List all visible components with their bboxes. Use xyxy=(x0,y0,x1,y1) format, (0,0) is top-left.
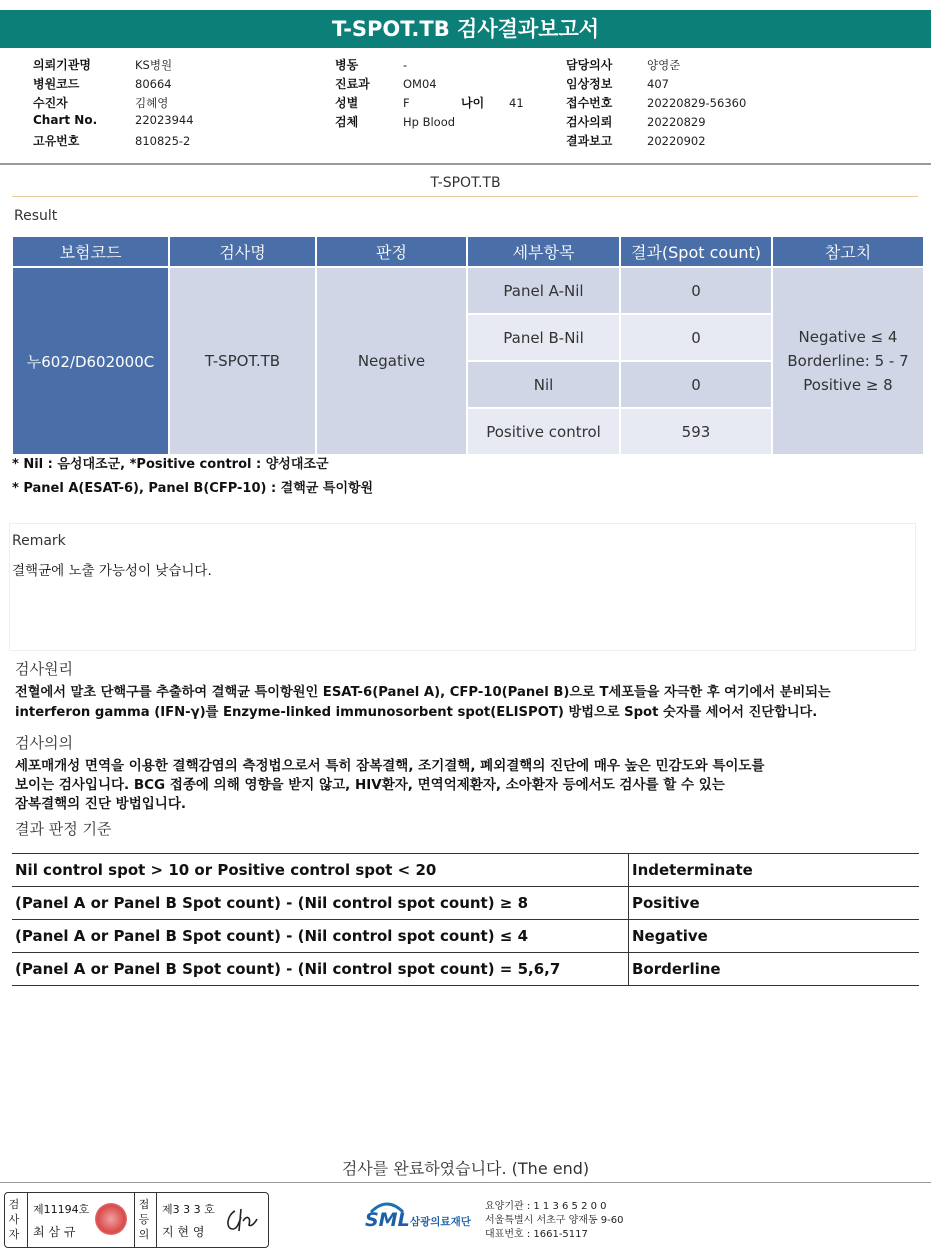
value-clinical-info: 407 xyxy=(647,77,669,91)
cell-item: Positive control xyxy=(468,409,619,454)
value-report-date: 20220902 xyxy=(647,134,706,148)
value-hospital-code: 80664 xyxy=(135,77,172,91)
address-line: 서울특별시 서초구 양재동 9-60 xyxy=(485,1215,624,1226)
reference-borderline: Borderline: 5 - 7 xyxy=(787,352,909,370)
divider xyxy=(27,1193,28,1247)
foundation-name: 삼광의료재단 xyxy=(410,1216,471,1228)
header-judgement: 판정 xyxy=(317,237,466,266)
value-specimen: Hp Blood xyxy=(403,115,456,129)
sml-wordmark: SML xyxy=(365,1209,410,1231)
result-label: Result xyxy=(14,208,58,224)
criteria-condition: (Panel A or Panel B Spot count) - (Nil control spot count) ≤ 4 xyxy=(12,920,629,953)
principle-text xyxy=(15,683,927,723)
label-request-date: 검사의뢰 xyxy=(566,115,613,129)
header-divider xyxy=(0,163,931,165)
seal-icon xyxy=(95,1203,127,1235)
criteria-label: 결과 판정 기준 xyxy=(15,820,112,838)
cell-item: Panel B-Nil xyxy=(468,315,619,360)
cell-count: 593 xyxy=(621,409,771,454)
report-title: T-SPOT.TB 검사결과보고서 xyxy=(0,10,931,48)
cell-reference xyxy=(773,268,923,454)
principle-label: 검사원리 xyxy=(15,660,73,678)
signature-icon xyxy=(223,1205,261,1235)
end-text: 검사를 완료하였습니다. (The end) xyxy=(341,1159,590,1178)
cell-item: Nil xyxy=(468,362,619,407)
principle-line: 전혈에서 말초 단핵구를 추출하여 결핵균 특이항원인 ESAT-6(Panel A), CFP-10(Panel B)으로 T세포들을 자극한 후 여기에서 분비되는 xyxy=(15,685,831,700)
value-age: 41 xyxy=(509,96,524,110)
value-receipt-no: 20220829-56360 xyxy=(647,96,747,110)
label-unique-no: 고유번호 xyxy=(33,134,80,148)
label-patient: 수진자 xyxy=(33,96,68,110)
label-clinical-info: 임상정보 xyxy=(566,77,613,91)
approver-label: 접등의 xyxy=(138,1198,150,1241)
value-ward: - xyxy=(403,58,408,72)
result-table xyxy=(11,235,925,456)
note-panel: * Panel A(ESAT-6), Panel B(CFP-10) : 결핵균 특이항원 xyxy=(12,481,374,496)
approver-license: 제3 3 3 호 xyxy=(162,1203,215,1216)
test-heading-rule xyxy=(12,196,918,197)
foundation-info xyxy=(485,1200,624,1242)
criteria-result: Indeterminate xyxy=(629,854,920,887)
header-col1 xyxy=(33,56,194,151)
header-reference: 참고치 xyxy=(773,237,923,266)
table-row xyxy=(13,268,923,313)
value-unique-no: 810825-2 xyxy=(135,134,191,148)
value-request-date: 20220829 xyxy=(647,115,706,129)
criteria-table xyxy=(12,853,919,986)
criteria-condition: Nil control spot > 10 or Positive control spot < 20 xyxy=(12,854,629,887)
criteria-result: Positive xyxy=(629,887,920,920)
examiner-license: 제11194호 xyxy=(33,1203,90,1216)
significance-line: 세포매개성 면역을 이용한 결핵감염의 측정법으로서 특히 잠복결핵, 조기결핵, 폐외결핵의 진단에 매우 높은 민감도와 특이도를 xyxy=(15,758,765,774)
reference-negative: Negative ≤ 4 xyxy=(798,328,898,346)
cell-count: 0 xyxy=(621,315,771,360)
table-row xyxy=(12,920,919,953)
header-test-name: 검사명 xyxy=(170,237,315,266)
value-institution: KS병원 xyxy=(135,58,173,72)
reference-positive: Positive ≥ 8 xyxy=(803,376,893,394)
cell-test-name: T-SPOT.TB xyxy=(170,268,315,454)
examiner-label: 검사자 xyxy=(8,1198,20,1241)
significance-text xyxy=(15,757,765,814)
examiner-name: 최 삼 규 xyxy=(33,1225,76,1239)
significance-label: 검사의의 xyxy=(15,734,73,752)
agency-line: 요양기관 : 1 1 3 6 5 2 0 0 xyxy=(485,1201,607,1212)
criteria-condition: (Panel A or Panel B Spot count) - (Nil control spot count) = 5,6,7 xyxy=(12,953,629,986)
criteria-condition: (Panel A or Panel B Spot count) - (Nil control spot count) ≥ 8 xyxy=(12,887,629,920)
remark-text: 결핵균에 노출 가능성이 낮습니다. xyxy=(12,563,212,579)
cell-count: 0 xyxy=(621,362,771,407)
value-department: OM04 xyxy=(403,77,437,91)
header-detail-item: 세부항목 xyxy=(468,237,619,266)
divider xyxy=(156,1193,157,1247)
label-doctor: 담당의사 xyxy=(566,58,613,72)
label-department: 진료과 xyxy=(335,77,370,91)
sml-logo xyxy=(365,1200,475,1240)
label-ward: 병동 xyxy=(335,58,359,72)
significance-line: 보이는 검사입니다. BCG 접종에 의해 영향을 받지 않고, HIV환자, 면역억제환자, 소아환자 등에서도 검사를 할 수 있는 xyxy=(15,777,725,793)
criteria-result: Borderline xyxy=(629,953,920,986)
label-age: 나이 xyxy=(461,96,485,110)
signature-box xyxy=(4,1192,269,1248)
label-sex: 성별 xyxy=(335,96,359,110)
label-specimen: 검체 xyxy=(335,115,359,129)
phone-line: 대표번호 : 1661-5117 xyxy=(485,1229,588,1240)
cell-judgement: Negative xyxy=(317,268,466,454)
cell-count: 0 xyxy=(621,268,771,313)
footer-rule xyxy=(0,1182,931,1183)
label-institution: 의뢰기관명 xyxy=(33,58,91,72)
header-col2 xyxy=(335,56,524,132)
table-row xyxy=(12,887,919,920)
principle-line: interferon gamma (IFN-γ)를 Enzyme-linked immunosorbent spot(ELISPOT) 방법으로 Spot 숫자를 세어서 진단합니다. xyxy=(15,705,818,720)
label-report-date: 결과보고 xyxy=(566,134,613,148)
test-heading: T-SPOT.TB xyxy=(430,175,501,191)
label-chart-no: Chart No. xyxy=(33,113,98,127)
table-row xyxy=(12,953,919,986)
label-hospital-code: 병원코드 xyxy=(33,77,80,91)
note-nil: * Nil : 음성대조군, *Positive control : 양성대조군 xyxy=(12,457,329,472)
remark-label: Remark xyxy=(12,533,66,549)
divider xyxy=(134,1193,135,1247)
label-receipt-no: 접수번호 xyxy=(566,96,613,110)
cell-item: Panel A-Nil xyxy=(468,268,619,313)
value-doctor: 양영준 xyxy=(647,58,681,72)
significance-line: 잠복결핵의 진단 방법입니다. xyxy=(15,796,187,812)
result-table-header xyxy=(13,237,923,266)
value-sex: F xyxy=(403,96,410,110)
value-patient: 김혜영 xyxy=(135,96,169,110)
remark-box xyxy=(9,523,916,651)
value-chart-no: 22023944 xyxy=(135,113,194,127)
cell-insurance-code: 누602/D602000C xyxy=(13,268,168,454)
approver-name: 지 현 영 xyxy=(162,1225,205,1239)
header-result: 결과(Spot count) xyxy=(621,237,771,266)
table-row xyxy=(12,854,919,887)
header-col3 xyxy=(566,56,746,151)
header-insurance-code: 보험코드 xyxy=(13,237,168,266)
criteria-result: Negative xyxy=(629,920,920,953)
